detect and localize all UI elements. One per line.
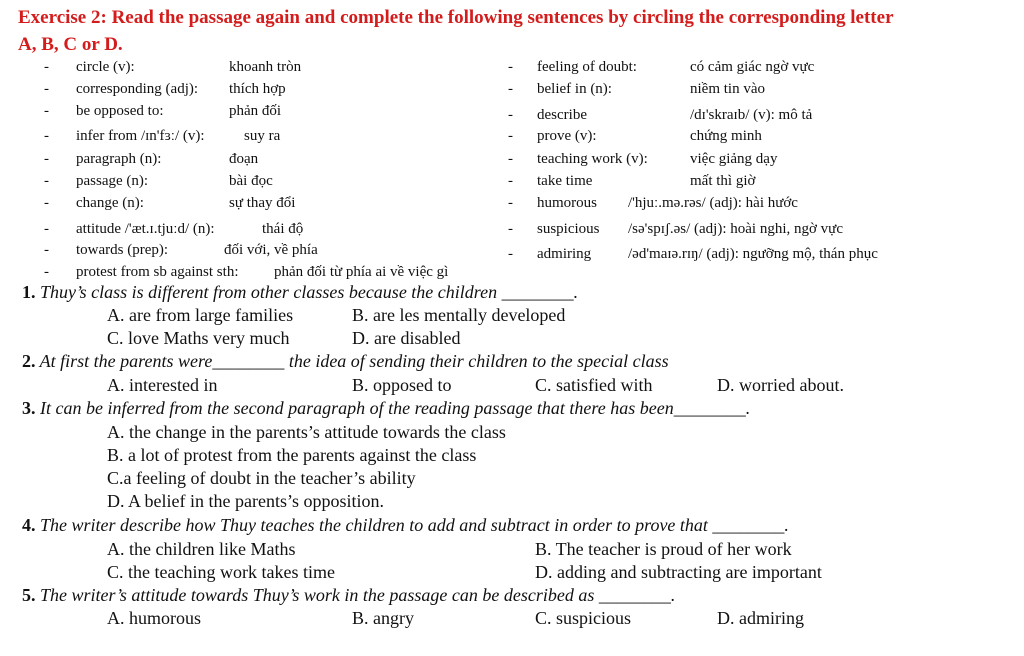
- bullet-dash: -: [44, 264, 49, 280]
- vocab-meaning: bài đọc: [229, 173, 273, 189]
- q1-option-d[interactable]: D. are disabled: [352, 328, 461, 348]
- vocab-meaning: việc giảng dạy: [690, 151, 778, 167]
- exercise-instruction: Read the passage again and complete the following sentences by circling the corresponding letter: [106, 7, 894, 28]
- question-text: The writer’s attitude towards Thuy’s work in the passage can be described as ________.: [35, 585, 676, 605]
- q2-option-c[interactable]: C. satisfied with: [535, 375, 653, 395]
- q4-option-c[interactable]: C. the teaching work takes time: [107, 562, 335, 582]
- question-number: 5.: [22, 585, 36, 605]
- question-text: It can be inferred from the second paragraph of the reading passage that there has been________.: [35, 398, 751, 418]
- bullet-dash: -: [44, 221, 49, 237]
- bullet-dash: -: [508, 173, 513, 189]
- q3-option-b[interactable]: B. a lot of protest from the parents against the class: [107, 445, 477, 465]
- bullet-dash: -: [44, 151, 49, 167]
- bullet-dash: -: [44, 128, 49, 144]
- vocab-meaning: suy ra: [244, 128, 281, 144]
- vocab-term: protest from sb against sth:: [76, 264, 239, 280]
- q1-option-c[interactable]: C. love Maths very much: [107, 328, 290, 348]
- vocab-meaning: có cảm giác ngờ vực: [690, 59, 815, 75]
- q4-option-d[interactable]: D. adding and subtracting are important: [535, 562, 822, 582]
- exercise-instruction-line2: A, B, C or D.: [18, 34, 123, 55]
- vocab-term: towards (prep):: [76, 242, 169, 258]
- vocab-meaning: /əd'maɪə.rɪŋ/ (adj): ngưỡng mộ, thán phục: [628, 246, 878, 262]
- q5-option-d[interactable]: D. admiring: [717, 608, 804, 628]
- q4-option-a[interactable]: A. the children like Maths: [107, 539, 296, 559]
- bullet-dash: -: [44, 103, 49, 119]
- q1-option-b[interactable]: B. are les mentally developed: [352, 305, 566, 325]
- vocab-term: teaching work (v):: [537, 151, 648, 167]
- q2-option-a[interactable]: A. interested in: [107, 375, 218, 395]
- vocab-meaning: thích hợp: [229, 81, 286, 97]
- vocab-meaning: thái độ: [262, 221, 304, 237]
- question-number: 1.: [22, 282, 36, 302]
- vocab-meaning: phản đối: [229, 103, 282, 119]
- vocab-term: paragraph (n):: [76, 151, 162, 167]
- vocab-meaning: /'hjuː.mə.rəs/ (adj): hài hước: [628, 195, 798, 211]
- exercise-title: [18, 4, 1013, 58]
- vocab-term: humorous: [537, 195, 597, 211]
- bullet-dash: -: [508, 128, 513, 144]
- bullet-dash: -: [44, 195, 49, 211]
- bullet-dash: -: [508, 81, 513, 97]
- vocab-term: admiring: [537, 246, 592, 262]
- bullet-dash: -: [508, 59, 513, 75]
- q3-option-a[interactable]: A. the change in the parents’s attitude towards the class: [107, 422, 506, 442]
- q5-option-a[interactable]: A. humorous: [107, 608, 201, 628]
- vocab-meaning: niềm tin vào: [690, 81, 765, 97]
- vocab-term: attitude /'æt.ɪ.tjuːd/ (n):: [76, 221, 215, 237]
- bullet-dash: -: [508, 195, 513, 211]
- bullet-dash: -: [508, 107, 513, 123]
- vocab-meaning: phản đối từ phía ai về việc gì: [274, 264, 449, 280]
- question-number: 4.: [22, 515, 36, 535]
- vocab-meaning: mất thì giờ: [690, 173, 756, 189]
- q1-option-a[interactable]: A. are from large families: [107, 305, 294, 325]
- vocab-meaning: sự thay đổi: [229, 195, 296, 211]
- vocab-term: infer from /ɪn'fɜː/ (v):: [76, 128, 205, 144]
- vocab-term: suspicious: [537, 221, 600, 237]
- q2-option-b[interactable]: B. opposed to: [352, 375, 452, 395]
- q4-option-b[interactable]: B. The teacher is proud of her work: [535, 539, 792, 559]
- vocab-term: circle (v):: [76, 59, 135, 75]
- q5-option-b[interactable]: B. angry: [352, 608, 414, 628]
- vocab-meaning: chứng minh: [690, 128, 762, 144]
- question-1: [22, 281, 578, 303]
- vocab-meaning: đối với, về phía: [224, 242, 318, 258]
- bullet-dash: -: [508, 151, 513, 167]
- question-2: [22, 350, 669, 372]
- q3-option-c[interactable]: C.a feeling of doubt in the teacher’s ability: [107, 468, 416, 488]
- bullet-dash: -: [44, 59, 49, 75]
- q3-option-d[interactable]: D. A belief in the parents’s opposition.: [107, 491, 384, 511]
- vocab-term: describe: [537, 107, 587, 123]
- vocab-term: prove (v):: [537, 128, 597, 144]
- bullet-dash: -: [508, 221, 513, 237]
- vocab-term: passage (n):: [76, 173, 149, 189]
- vocab-term: change (n):: [76, 195, 144, 211]
- bullet-dash: -: [44, 242, 49, 258]
- question-text: At first the parents were________ the idea of sending their children to the special class: [35, 351, 669, 371]
- bullet-dash: -: [44, 81, 49, 97]
- question-text: The writer describe how Thuy teaches the children to add and subtract in order to prove that ________.: [35, 515, 789, 535]
- vocab-term: be opposed to:: [76, 103, 164, 119]
- vocab-meaning: /sə'spɪʃ.əs/ (adj): hoài nghi, ngờ vực: [628, 221, 843, 237]
- vocab-term: belief in (n):: [537, 81, 612, 97]
- question-text: Thuy’s class is different from other classes because the children ________.: [35, 282, 579, 302]
- question-4: [22, 514, 789, 536]
- bullet-dash: -: [508, 246, 513, 262]
- exercise-heading: Exercise 2:: [18, 7, 107, 28]
- vocab-meaning: /dɪ'skraɪb/ (v): mô tả: [690, 107, 813, 123]
- question-5: [22, 584, 675, 606]
- vocab-term: corresponding (adj):: [76, 81, 199, 97]
- q5-option-c[interactable]: C. suspicious: [535, 608, 632, 628]
- vocab-term: take time: [537, 173, 593, 189]
- question-number: 3.: [22, 398, 36, 418]
- bullet-dash: -: [44, 173, 49, 189]
- vocab-term: feeling of doubt:: [537, 59, 637, 75]
- vocab-meaning: khoanh tròn: [229, 59, 302, 75]
- question-number: 2.: [22, 351, 36, 371]
- question-3: [22, 397, 750, 419]
- vocab-meaning: đoạn: [229, 151, 259, 167]
- q2-option-d[interactable]: D. worried about.: [717, 375, 844, 395]
